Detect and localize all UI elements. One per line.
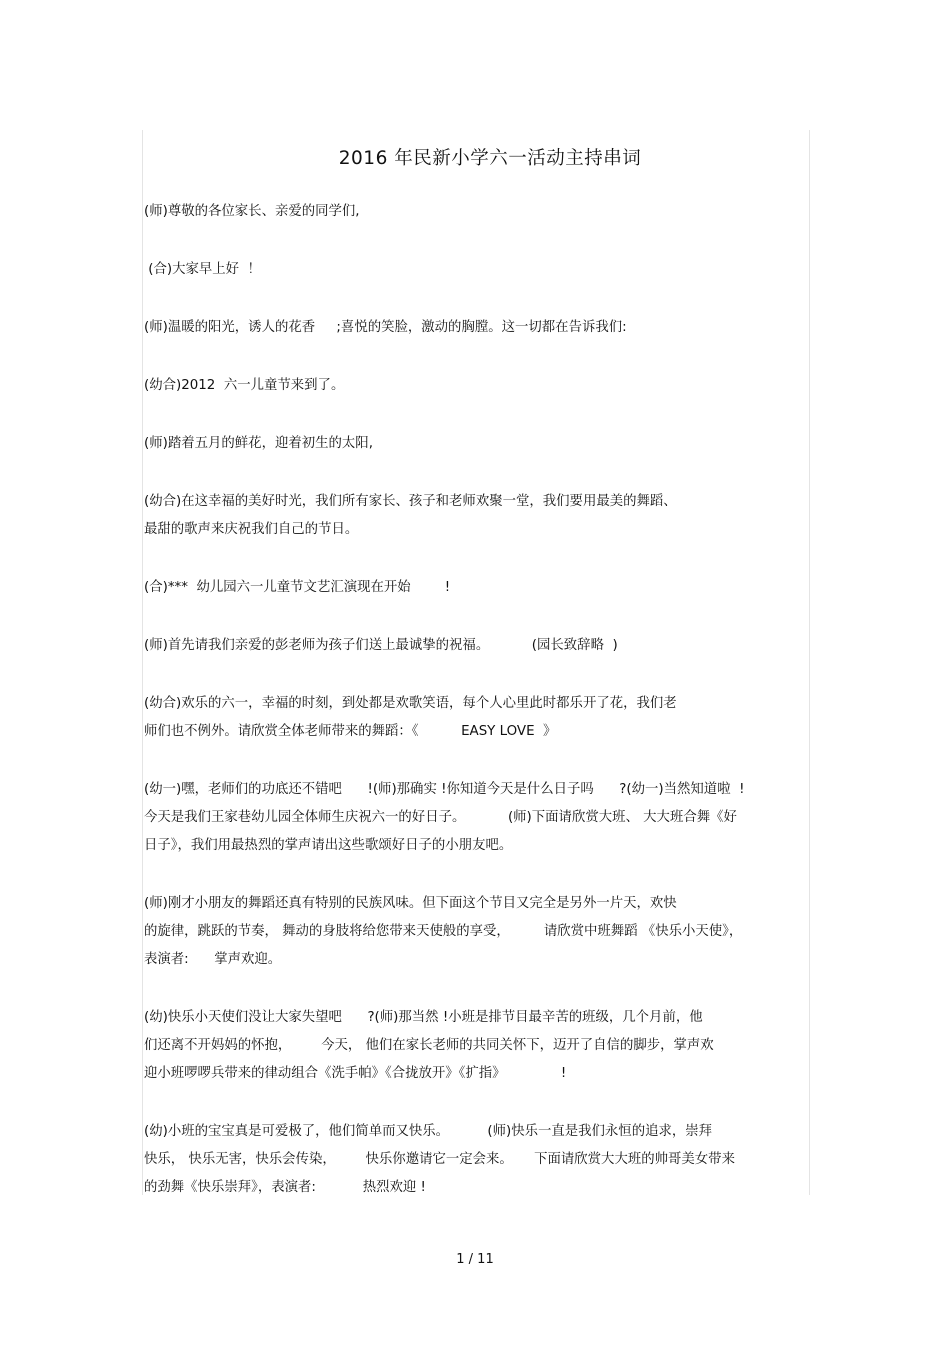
text-line: (合)大家早上好 ！ [144, 262, 261, 277]
paragraph [144, 690, 808, 746]
text-line: 今天是我们王家巷幼儿园全体师生庆祝六一的好日子。 (师)下面请欣赏大班、 大大班合舞《好 [144, 810, 737, 825]
text-line: 迎小班啰啰兵带来的律动组合《洗手帕》《合拢放开》《扩指》 ! [144, 1066, 567, 1081]
text-line: (师)温暖的阳光，诱人的花香 ;喜悦的笑脸，激动的胸膛。这一切都在告诉我们: [144, 320, 627, 335]
text-line: 日子》，我们用最热烈的掌声请出这些歌颂好日子的小朋友吧。 [144, 838, 513, 853]
text-line: 快乐， 快乐无害，快乐会传染， 快乐你邀请它一定会来。 下面请欣赏大大班的帅哥美女带来 [144, 1152, 735, 1167]
text-line: 师们也不例外。请欣赏全体老师带来的舞蹈：《 EASY LOVE 》 [144, 724, 557, 739]
text-line: 最甜的歌声来庆祝我们自己的节日。 [144, 522, 359, 537]
text-line: (师)刚才小朋友的舞蹈还真有特别的民族风味。但下面这个节目又完全是另外一片天，欢快 [144, 896, 677, 911]
paragraph [144, 574, 808, 602]
paragraph [144, 776, 808, 860]
text-line: (师)首先请我们亲爱的彭老师为孩子们送上最诚挚的祝福。 (园长致辞略 ) [144, 638, 618, 653]
page-number: 1 / 11 [456, 1252, 494, 1267]
text-line: (幼)小班的宝宝真是可爱极了，他们简单而又快乐。 (师)快乐一直是我们永恒的追求，崇拜 [144, 1124, 713, 1139]
text-line: (合)*** 幼儿园六一儿童节文艺汇演现在开始 ! [144, 580, 451, 595]
paragraph [144, 1118, 808, 1202]
paragraph [144, 198, 808, 226]
paragraph [144, 256, 808, 284]
paragraph [144, 314, 808, 342]
text-line: 表演者: 掌声欢迎。 [144, 952, 282, 967]
paragraph [144, 1004, 808, 1088]
paragraph [144, 488, 808, 544]
text-line: (师)踏着五月的鲜花，迎着初生的太阳, [144, 436, 373, 451]
text-line: (幼一)嘿，老师们的功底还不错吧 !(师)那确实 !你知道今天是什么日子吗 ?(幼一)当然知道啦 ! [144, 782, 745, 797]
document-body [144, 198, 808, 1232]
document-title: 2016 年民新小学六一活动主持串词 [338, 148, 642, 169]
paragraph [144, 890, 808, 974]
text-line: (幼合)在这幸福的美好时光，我们所有家长、孩子和老师欢聚一堂，我们要用最美的舞蹈、 [144, 494, 677, 509]
text-line: 的劲舞《快乐崇拜》，表演者: 热烈欢迎 ! [144, 1180, 426, 1195]
text-line: (幼合)2012 六一儿童节来到了。 [144, 378, 345, 393]
text-line: (幼)快乐小天使们没让大家失望吧 ?(师)那当然 !小班是排节目最辛苦的班级，几个月前，他 [144, 1010, 703, 1025]
text-line: 们还离不开妈妈的怀抱， 今天， 他们在家长老师的共同关怀下，迈开了自信的脚步，掌声欢 [144, 1038, 714, 1053]
paragraph [144, 372, 808, 400]
text-line: (幼合)欢乐的六一，幸福的时刻，到处都是欢歌笑语，每个人心里此时都乐开了花，我们老 [144, 696, 677, 711]
paragraph [144, 430, 808, 458]
paragraph [144, 632, 808, 660]
text-line: 的旋律，跳跃的节奏， 舞动的身肢将给您带来天使般的享受， 请欣赏中班舞蹈 《快乐小天使》， [144, 924, 743, 939]
text-line: (师)尊敬的各位家长、亲爱的同学们, [144, 204, 360, 219]
